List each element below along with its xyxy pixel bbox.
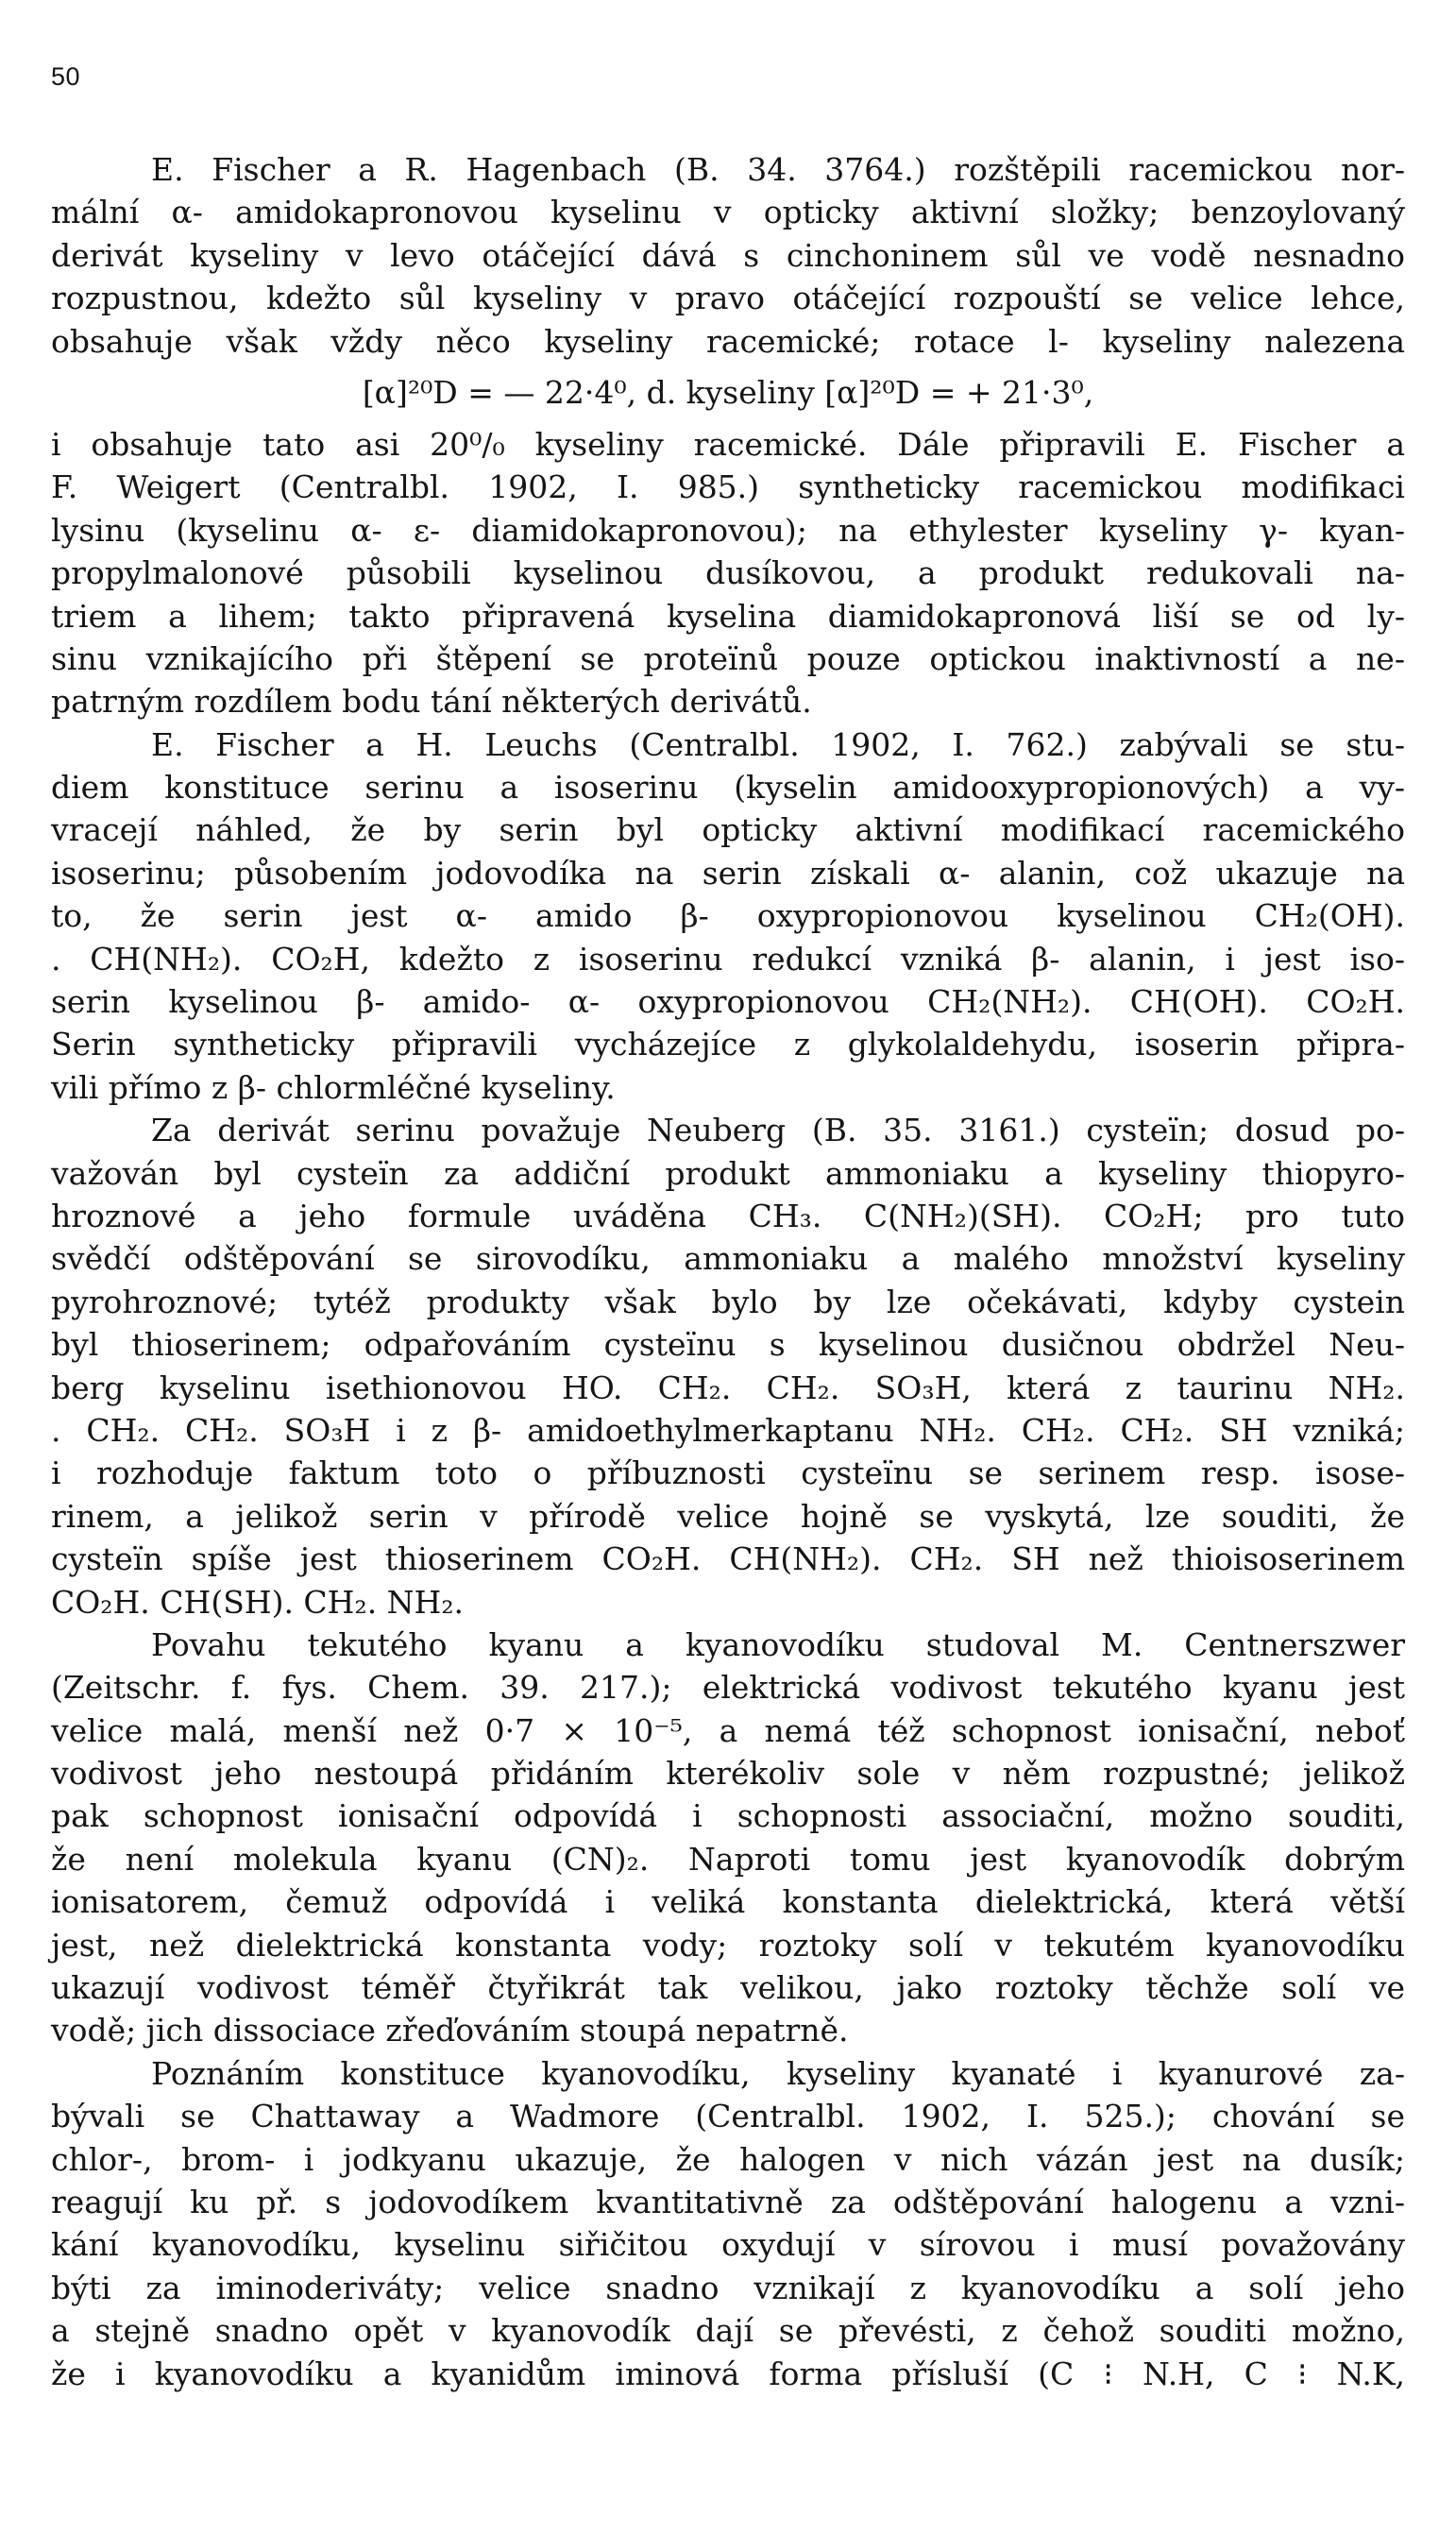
text-line: i obsahuje tato asi 20⁰/₀ kyseliny racemické. Dále připravili E. Fischer a (51, 425, 1405, 463)
text-line: Za derivát serinu považuje Neuberg (B. 35. 3161.) cysteïn; dosud po- (151, 1112, 1405, 1149)
text-line: chlor-, brom- i jodkyanu ukazuje, že halogen v nich vázán jest na dusík; (51, 2140, 1405, 2178)
text-line: berg kyselinu isethionovou HO. CH₂. CH₂. SO₃H, která z taurinu NH₂. (51, 1369, 1405, 1406)
text-line: E. Fischer a R. Hagenbach (B. 34. 3764.) rozštěpili racemickou nor- (151, 151, 1405, 188)
text-line: diem konstituce serinu a isoserinu (kyselin amidooxypropionových) a vy- (51, 769, 1405, 807)
text-line: jest, než dielektrická konstanta vody; roztoky solí v tekutém kyanovodíku (51, 1926, 1405, 1964)
text-line: býti za iminoderiváty; velice snadno vznikají z kyanovodíku a solí jeho (51, 2269, 1405, 2306)
text-line: isoserinu; působením jodovodíka na serin získali α- alanin, což ukazuje na (51, 854, 1405, 892)
text-line: a stejně snadno opět v kyanovodík dají se převésti, z čehož souditi možno, (51, 2312, 1405, 2350)
text-line: pyrohroznové; tytéž produkty však bylo by lze očekávati, kdyby cystein (51, 1283, 1405, 1320)
text-line: že i kyanovodíku a kyanidům iminová forma přísluší (C ⁝ N.H, C ⁝ N.K, (51, 2355, 1405, 2392)
text-line: hroznové a jeho formule uváděna CH₃. C(NH₂)(SH). CO₂H; pro tuto (51, 1197, 1405, 1234)
text-line: obsahuje však vždy něco kyseliny racemické; rotace l- kyseliny nalezena (51, 322, 1405, 360)
text-line: propylmalonové působili kyselinou dusíkovou, a produkt redukovali na- (51, 554, 1405, 592)
text-line: lysinu (kyselinu α- ε- diamidokapronovou); na ethylester kyseliny γ- kyan- (51, 511, 1405, 549)
text-line: Povahu tekutého kyanu a kyanovodíku studoval M. Centnerszwer (151, 1625, 1405, 1663)
text-line: F. Weigert (Centralbl. 1902, I. 985.) syntheticky racemickou modifikaci (51, 468, 1405, 506)
text-line: vodivost jeho nestoupá přidáním kterékoliv sole v něm rozpustné; jelikož (51, 1755, 1405, 1793)
text-line: mální α- amidokapronovou kyselinu v opticky aktivní složky; benzoylovaný (51, 194, 1405, 231)
text-line: ionisatorem, čemuž odpovídá i veliká konstanta dielektrická, která větší (51, 1883, 1405, 1921)
text-line: . CH₂. CH₂. SO₃H i z β- amidoethylmerkaptanu NH₂. CH₂. CH₂. SH vzniká; (51, 1411, 1405, 1449)
text-line: ukazují vodivost téměř čtyřikrát tak velikou, jako roztoky těchže solí ve (51, 1969, 1405, 2007)
text-line: derivát kyseliny v levo otáčející dává s cinchoninem sůl ve vodě nesnadno (51, 236, 1405, 274)
text-line: E. Fischer a H. Leuchs (Centralbl. 1902, I. 762.) zabývali se stu- (151, 725, 1405, 763)
page-number: 50 (51, 62, 81, 91)
text-line: važován byl cysteïn za addiční produkt ammoniaku a kyseliny thiopyro- (51, 1154, 1405, 1192)
text-line: triem a lihem; takto připravená kyselina diamidokapronová liší se od ly- (51, 597, 1405, 635)
text-line: sinu vznikajícího při štěpení se proteïnů pouze optickou inaktivností a ne- (51, 639, 1405, 677)
text-line: Serin syntheticky připravili vycházejíce z glykolaldehydu, isoserin připra- (51, 1026, 1405, 1063)
rotation-formula-line: [α]²⁰D = — 22·4⁰, d. kyseliny [α]²⁰D = + 21·3⁰, (362, 373, 1094, 411)
body-text (51, 148, 1405, 2395)
text-line: Poznáním konstituce kyanovodíku, kyseliny kyanaté i kyanurové za- (151, 2054, 1405, 2092)
text-line: CO₂H. CH(SH). CH₂. NH₂. (51, 1583, 465, 1621)
text-line: cysteïn spíše jest thioserinem CO₂H. CH(NH₂). CH₂. SH než thioisoserinem (51, 1540, 1405, 1578)
text-line: to, že serin jest α- amido β- oxypropionovou kyselinou CH₂(OH). (51, 897, 1405, 935)
text-line: (Zeitschr. f. fys. Chem. 39. 217.); elektrická vodivost tekutého kyanu jest (51, 1669, 1405, 1707)
text-line: vili přímo z β- chlormléčné kyseliny. (51, 1068, 616, 1106)
text-line: pak schopnost ionisační odpovídá i schopnosti associační, možno souditi, (51, 1797, 1405, 1835)
text-line: byl thioserinem; odpařováním cysteïnu s kyselinou dusičnou obdržel Neu- (51, 1326, 1405, 1364)
text-line: velice malá, menší než 0·7 × 10⁻⁵, a nemá též schopnost ionisační, neboť (51, 1711, 1405, 1749)
text-line: vodě; jich dissociace zřeďováním stoupá nepatrně. (51, 2012, 849, 2049)
text-line: rozpustnou, kdežto sůl kyseliny v pravo otáčející rozpouští se velice lehce, (51, 280, 1405, 317)
text-line: . CH(NH₂). CO₂H, kdežto z isoserinu redukcí vzniká β- alanin, i jest iso- (51, 940, 1405, 978)
text-line: rinem, a jelikož serin v přírodě velice hojně se vyskytá, lze souditi, že (51, 1497, 1405, 1535)
text-line: svědčí odštěpování se sirovodíku, ammoniaku a malého množství kyseliny (51, 1240, 1405, 1278)
text-line: patrným rozdílem bodu tání některých derivátů. (51, 683, 812, 721)
text-line: reagují ku př. s jodovodíkem kvantitativně za odštěpování halogenu a vzni- (51, 2183, 1405, 2220)
text-line: serin kyselinou β- amido- α- oxypropionovou CH₂(NH₂). CH(OH). CO₂H. (51, 983, 1405, 1021)
text-line: kání kyanovodíku, kyselinu siřičitou oxydují v sírovou i musí považovány (51, 2226, 1405, 2264)
text-line: bývali se Chattaway a Wadmore (Centralbl. 1902, I. 525.); chování se (51, 2098, 1405, 2135)
text-line: vracejí náhled, že by serin byl opticky aktivní modifikací racemického (51, 811, 1405, 849)
text-line: i rozhoduje faktum toto o příbuznosti cysteïnu se serinem resp. isose- (51, 1454, 1405, 1492)
text-line: že není molekula kyanu (CN)₂. Naproti tomu jest kyanovodík dobrým (51, 1840, 1405, 1878)
